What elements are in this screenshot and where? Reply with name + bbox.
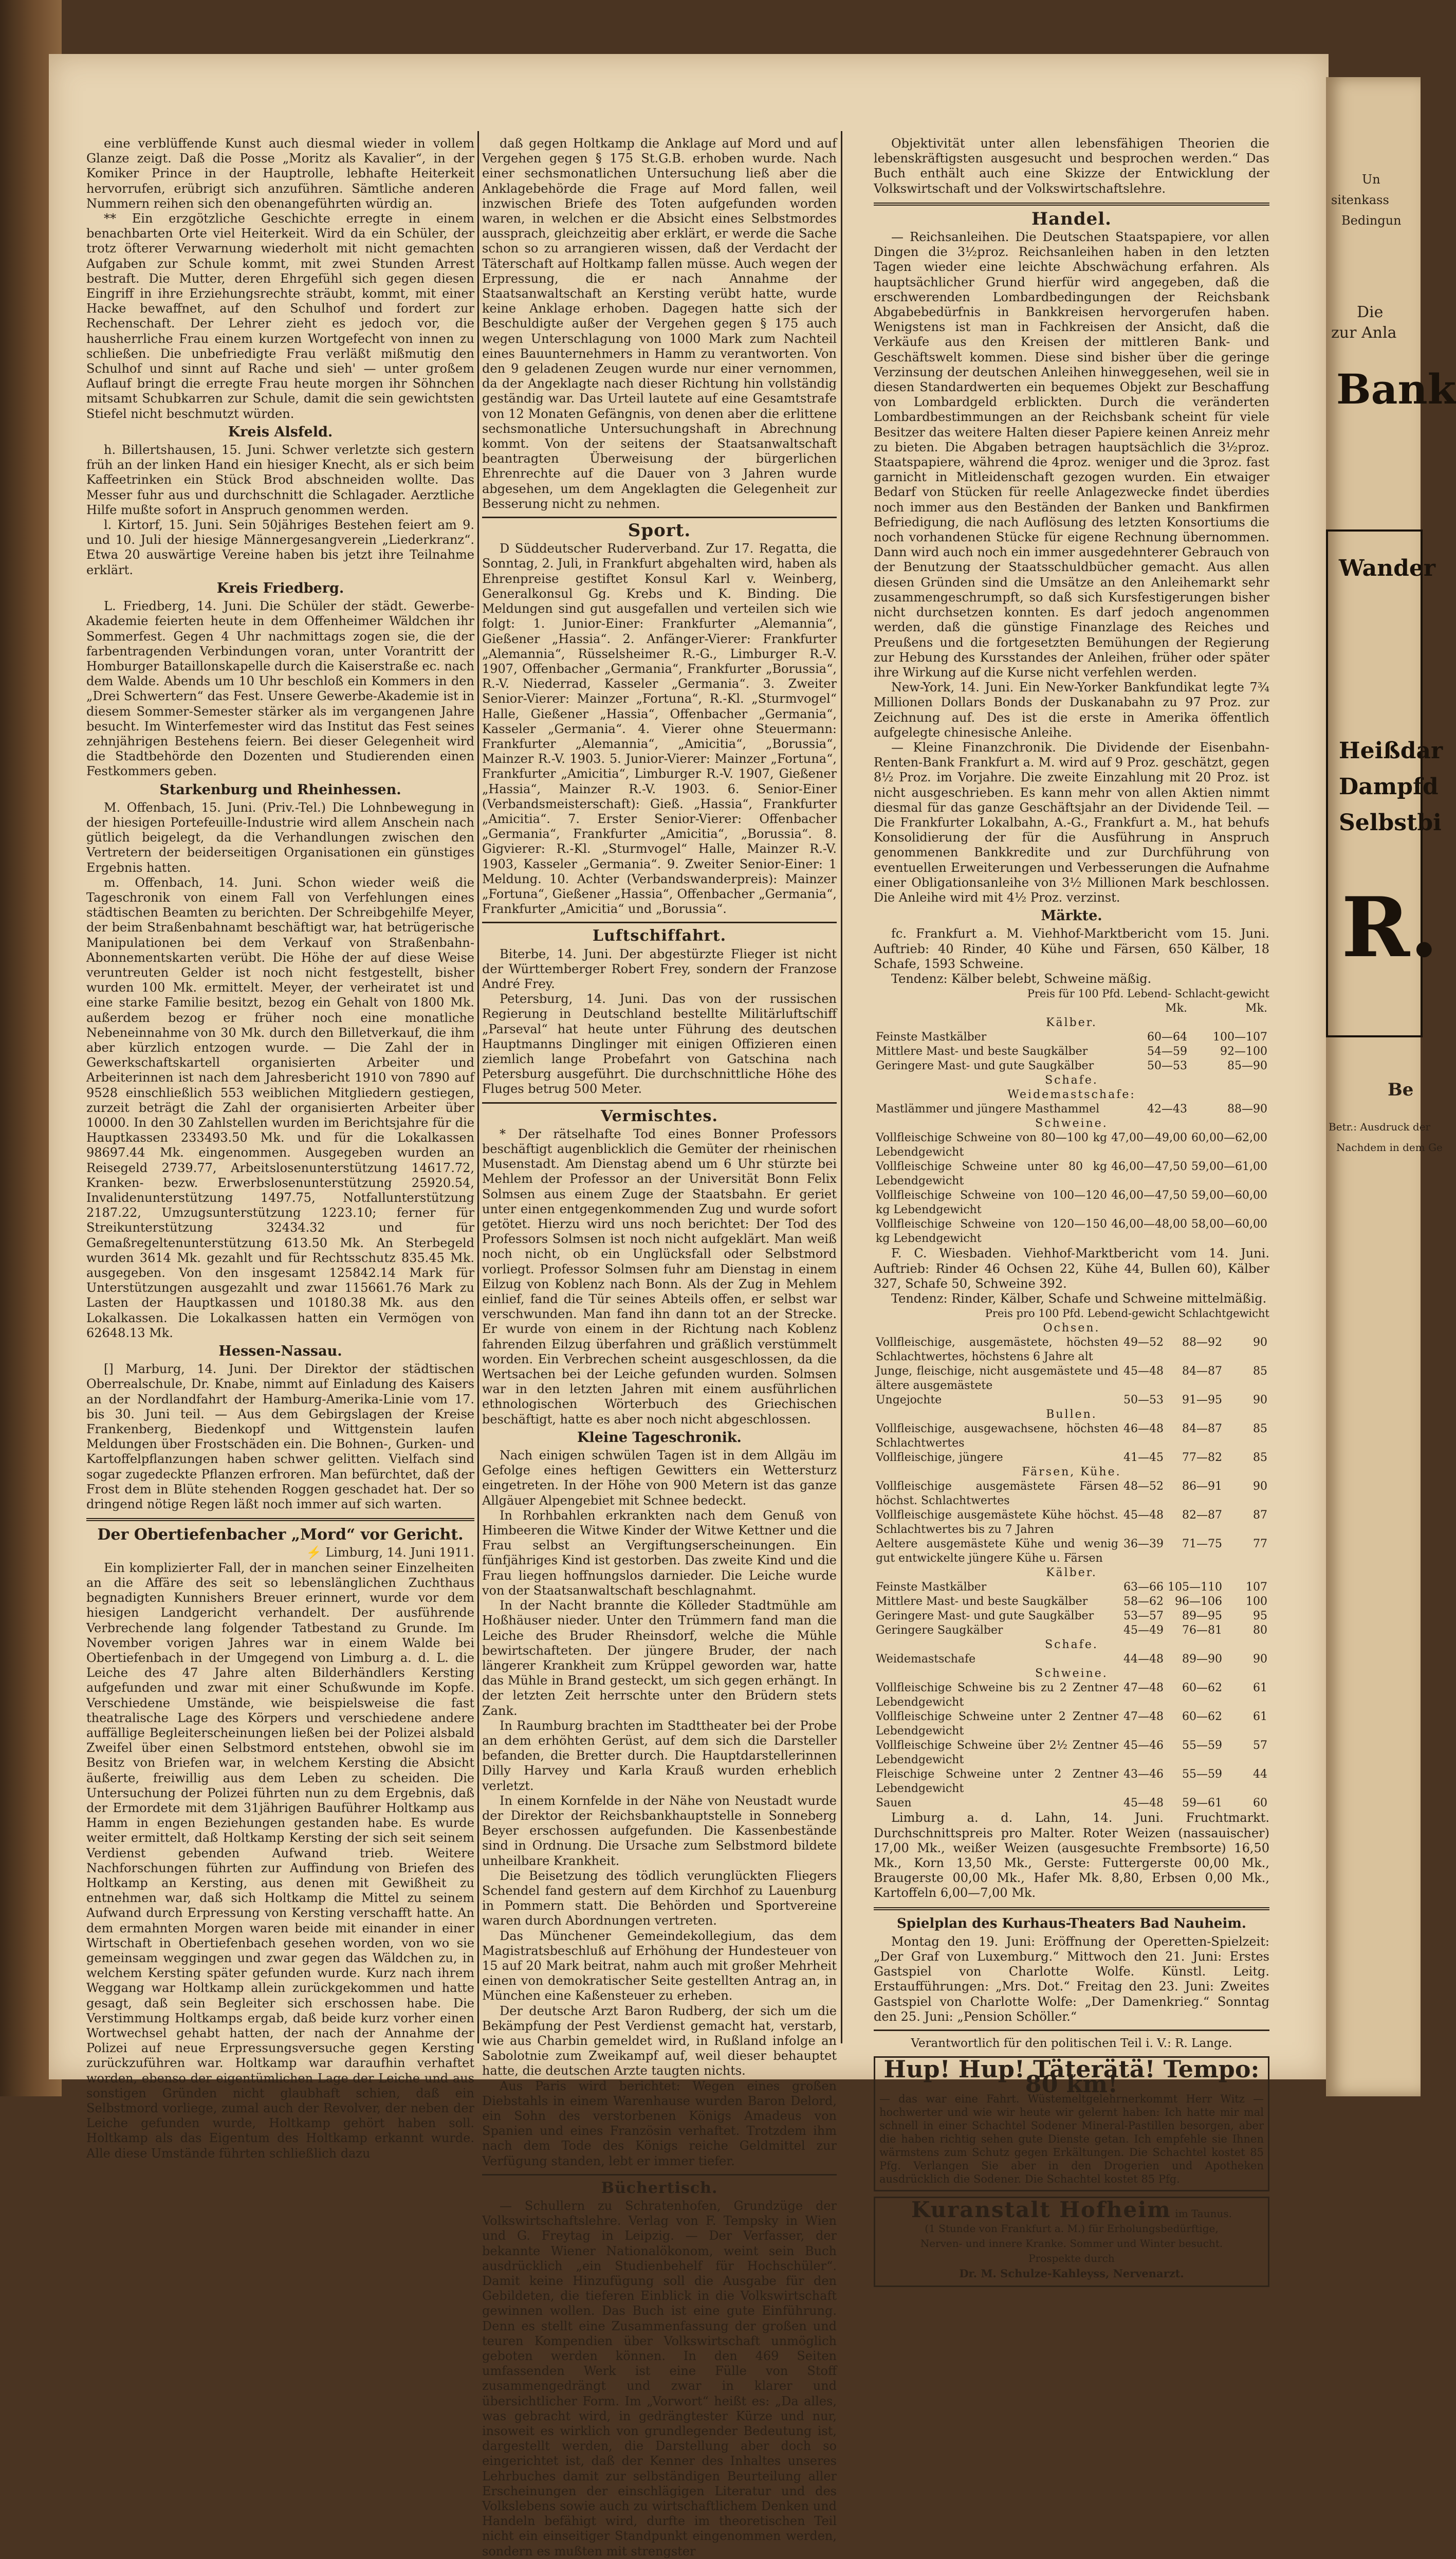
- table-row: [874, 1796, 1269, 1811]
- table-cell-label: Vollfleischige Schweine von 100—120 kg Lebendgewicht: [876, 1189, 1108, 1217]
- article-text: Der deutsche Arzt Baron Rudberg, der sich um die Bekämpfung der Pest Verdienst gemacht hat, verstarb, wie aus Charbin gemeldet wird, in Rußland infolge an Sabolotnie zum Zweikampf auf, weil dieser behauptet hatte, die deutschen Arzte taugten nichts.: [482, 2003, 837, 2078]
- table-row: [874, 1508, 1269, 1537]
- column-1: [86, 136, 474, 2161]
- section-heading: Vermischtes.: [601, 1107, 718, 1125]
- table-cell-label: Vollfleischige, ausgemästete, höchsten Schlachtwertes, höchstens 6 Jahre alt: [876, 1336, 1119, 1364]
- table-row: [874, 1710, 1269, 1739]
- table-unit: [874, 1001, 1109, 1016]
- table-cell-value: 89—95: [1182, 1610, 1222, 1623]
- table-cell-label: Geringere Mast- und gute Saugkälber: [876, 1610, 1094, 1623]
- advertisement-sodener: [874, 2056, 1269, 2191]
- table-cell-value: 45—49: [1123, 1624, 1164, 1637]
- table-cell-label: Vollfleischige Schweine unter 2 Zentner Lebendgewicht: [876, 1710, 1119, 1738]
- article-text: eine verblüffende Kunst auch diesmal wieder in vollem Glanze zeigt. Daß die Posse „Moritz als Kavalier“, in der Komiker Prince in der Hauptrolle, lebhafte Heiterkeit hervorrufen, erübrigt sich anzuführen. Sämtliche anderen Nummern reihen sich den obenangeführten würdig an.: [86, 136, 474, 211]
- table-cell-value: 100: [1246, 1595, 1267, 1608]
- table-cell-value: 90: [1253, 1394, 1267, 1407]
- table-row: [874, 1681, 1269, 1710]
- article-text: Ein komplizierter Fall, der in manchen seiner Einzelheiten an die Affäre des seit so lebenslänglichen Zuchthaus begnadigten Kunnishers Breuer erinnert, wurde vor dem hiesigen Landgericht verhandelt. Der ausführende Verbrechende lang folgender Tatbestand zu Grunde. Im November vorigen Jahres war in einem Walde bei Obertiefenbach in der Umgegend von Limburg a. d. L. die Leiche des 47 Jahre alten Bilderhändlers Kersting aufgefunden und zwar mit einer Schußwunde im Kopfe. Verschiedene Umstände, wie beispielsweise die fast theatralische Lage des Körpers und verschiedene andere auffällige Begleiterscheinungen ließen bei der Polizei alsbald Zweifel über einen Selbstmord entstehen, obwohl sie im Besitz von Briefen war, in welchem Kersting die Absicht äußerte, freiwillig aus dem Leben zu scheiden. Die Untersuchung der Polizei führten nun zu dem Ergebnis, daß der Ermordete mit dem 31jährigen Bauführer Holtkamp aus Hamm in engen Beziehungen gestanden habe. Es wurde weiter ermittelt, daß Holtkamp Kersting der sich seit seinem Verdienst gebenden Aufwand trieb. Weitere Nachforschungen führten zur Auffindung von Briefen des Holtkamp an Kersting, aus denen mit Gewißheit zu entnehmen war, daß sich Holtkamp die Mittel zu seinem Aufwand durch Erpressung von Kersting verschafft hatte. An dem ermahnten Morgen waren beide mit einander in einer Wirtschaft in Obertiefenbach gesehen worden, von wo sie gemeinsam weggingen und zwar gegen das Wäldchen zu, in welchem Kersting später gefunden wurde. Kurz nach ihrem Weggang war Holtkamp allein zurückgekommen und hatte gesagt, daß sein Begleiter sich erschossen habe. Die Verstimmung Holtkamps ergab, daß beide kurz vorher einen Wortwechsel gehabt hatten, der nach der Annahme der Polizei auf neue Erpressungsversuche gegen Kersting zurückzuführen war. Holtkamp war daraufhin verhaftet worden, ebenso der eigentümlichen Lage der Leiche und aus sonstigen Gründen nicht glaubhaft schien, daß ein Selbstmord vorliege, zumal auch der Revolver, der neben der Leiche gefunden wurde, Holtkamp gehört haben soll. Holtkamp als das Eigentum des Holtkamp erkannt wurde. Alle diese Umstände führten schließlich dazu: [86, 1560, 474, 2161]
- fragment-text: Bedingun: [1341, 213, 1402, 228]
- table-category: Schafe.: [1045, 1638, 1098, 1652]
- table-row: [874, 1336, 1269, 1364]
- article-text: Nach einigen schwülen Tagen ist in dem Allgäu im Gefolge eines heftigen Gewitters ein Wettersturz eingetreten. In der Höhe von 900 Metern ist das ganze Allgäuer Alpengebiet mit Schnee bedeckt.: [482, 1448, 837, 1508]
- table-row: [874, 1131, 1269, 1160]
- table-row: [874, 1739, 1269, 1767]
- table-cell-value: 53—57: [1123, 1610, 1164, 1623]
- column-3: [874, 136, 1269, 2292]
- section-heading: Luftschiffahrt.: [592, 927, 727, 945]
- ad-headline: Hup! Hup! Täterätä! Tempo: 80 km!: [883, 2055, 1260, 2098]
- section-heading: Sport.: [628, 520, 691, 541]
- table-cell-value: 87: [1253, 1509, 1267, 1522]
- ad-line: Dr. M. Schulze-Kahleyss, Nervenarzt.: [959, 2267, 1184, 2280]
- table-cell-label: Mittlere Mast- und beste Saugkälber: [876, 1595, 1088, 1608]
- table-row: [874, 1595, 1269, 1609]
- table-row: [874, 1767, 1269, 1796]
- fragment-ad-text: Dampfd: [1339, 774, 1439, 800]
- article-text: l. Kirtorf, 15. Juni. Sein 50jähriges Bestehen feiert am 9. und 10. Juli der hiesige Männergesangverein „Liederkranz“. Etwa 20 auswärtige Vereine haben bis jetzt ihre Teilnahme erklärt.: [86, 518, 474, 577]
- table-cell-value: 63—66: [1123, 1581, 1164, 1594]
- table-row: [874, 1160, 1269, 1189]
- table-cell-value: 48—52: [1123, 1480, 1164, 1493]
- divider: [86, 1518, 474, 1521]
- table-category: Schafe.: [1045, 1074, 1098, 1087]
- table-row: [874, 1102, 1269, 1117]
- fragment-text: Die: [1357, 303, 1384, 321]
- section-heading: Hessen-Nassau.: [218, 1343, 342, 1360]
- article-text: D Süddeutscher Ruderverband. Zur 17. Regatta, die Sonntag, 2. Juli, in Frankfurt abgehalten wird, haben als Ehrenpreise gestiftet Konsul Karl v. Weinberg, Generalkonsul Gg. Krebs und K. Binding. Die Meldungen sind gut ausgefallen und verteilen sich wie folgt: 1. Junior-Einer: Frankfurter „Alemannia“, Gießener „Hassia“. 2. Anfänger-Vierer: Frankfurter „Alemannia“, Rüsselsheimer R.-G., Limburger R.-V. 1907, Offenbacher „Germania“, Frankfurter „Borussia“, R.-V. Niederrad, Kasseler „Germania“. 3. Zweiter Senior-Vierer: Mainzer „Fortuna“, R.-Kl. „Sturmvogel“ Halle, Gießener „Hassia“, Offenbacher „Germania“, Kasseler „Germania“. 4. Vierer ohne Steuermann: Frankfurter „Alemannia“, „Amicitia“, „Borussia“, Mainzer R.-V. 1903. 5. Junior-Vierer: Mainzer „Fortuna“, Frankfurter „Amicitia“, Limburger R.-V. 1907, Gießener „Hassia“, Mainzer R.-V. 1903. 6. Senior-Einer (Verbandsmeisterschaft): Gieß. „Hassia“, Frankfurter „Amicitia“. 7. Erster Senior-Vierer: Offenbacher „Germania“, Frankfurter „Amicitia“, „Borussia“. 8. Gigvierer: R.-Kl. „Sturmvogel“ Halle, Mainzer R.-V. 1903, Kasseler „Germania“. 9. Zweiter Senior-Einer: 1 Meldung. 10. Achter (Verbandswanderpreis): Mainzer „Fortuna“, Gießener „Hassia“, Offenbacher „Germania“, Frankfurter „Amicitia“ und „Borussia“.: [482, 541, 837, 917]
- table-cell-value: 36—39: [1123, 1538, 1164, 1551]
- table-cell-value: 55—59: [1182, 1768, 1222, 1781]
- article-text: Objektivität unter allen lebensfähigen Theorien die lebenskräftigsten ausgesucht und besprochen werden.“ Das Buch enthält auch eine Skizze der Entwicklung der Volkswirtschaft und der Volkswirtschaftslehre.: [874, 136, 1269, 196]
- table-row: [874, 1217, 1269, 1246]
- table-row: [874, 1030, 1269, 1045]
- table-cell-label: Feinste Mastkälber: [876, 1031, 987, 1044]
- market-tendency: Tendenz: Rinder, Kälber, Schafe und Schweine mittelmäßig.: [891, 1291, 1267, 1306]
- divider: [874, 1907, 1269, 1910]
- table-cell-value: 45—48: [1123, 1509, 1164, 1522]
- table-cell-value: 55—59: [1182, 1739, 1222, 1752]
- table-row: [874, 1189, 1269, 1217]
- table-cell-label: Mastlämmer und jüngere Masthammel: [876, 1103, 1100, 1116]
- theater-schedule: Montag den 19. Juni: Eröffnung der Operetten-Spielzeit: „Der Graf von Luxemburg.“ Mittwoch den 21. Juni: Erstes Gastspiel von Charlotte Wolfe. Künstl. Leitg. Erstaufführungen: „Mrs. Dot.“ Freitag den 23. Juni: Zweites Gastspiel von Charlotte Wolfe: „Der Damenkrieg.“ Sonntag den 25. Juni: „Pension Schöller.“: [874, 1934, 1269, 2024]
- fragment-text: sitenkass: [1331, 193, 1389, 207]
- adjacent-page: [1326, 77, 1456, 2096]
- table-cell-value: 60—62: [1182, 1681, 1222, 1695]
- table-cell-value: 84—87: [1182, 1365, 1222, 1378]
- divider: [482, 2174, 837, 2176]
- table-cell-label: Geringere Saugkälber: [876, 1624, 1003, 1637]
- table-cell-value: 60—64: [1147, 1031, 1188, 1044]
- table-cell-value: 90: [1253, 1480, 1267, 1493]
- fragment-text: Nachdem in dem Ge: [1336, 1141, 1443, 1154]
- divider: [874, 203, 1269, 206]
- table-category: Bullen.: [1046, 1408, 1097, 1421]
- table-cell-value: 107: [1246, 1581, 1267, 1594]
- table-cell-label: Vollfleischige Schweine von 80—100 kg Lebendgewicht: [876, 1131, 1108, 1159]
- table-cell-value: 60: [1253, 1797, 1267, 1810]
- table-category: Ochsen.: [1043, 1322, 1100, 1335]
- article-text: Das Münchener Gemeindekollegium, das dem Magistratsbeschluß auf Erhöhung der Hundesteuer von 15 auf 20 Mark beitrat, nahm auch mit großer Mehrheit einen von demokratischer Seite gestellten Antrag an, in München eine Kaßensteuer zu erheben.: [482, 1928, 837, 2003]
- table-cell-label: Mittlere Mast- und beste Saugkälber: [876, 1045, 1088, 1058]
- table-cell-value: 46,00—47,50: [1111, 1160, 1188, 1174]
- price-table-frankfurt: [874, 1001, 1269, 1246]
- table-row: [874, 1045, 1269, 1059]
- table-cell-value: 44: [1253, 1768, 1267, 1781]
- article-text: Petersburg, 14. Juni. Das von der russischen Regierung in Deutschland bestellte Militärluftschiff „Parseval“ hat heute unter Führung des deutschen Hauptmanns Dinglinger mit einigen Offizieren einen ziemlich lange Probefahrt von Gatschina nach Petersburg ausgeführt. Die durchschnittliche Höhe des Fluges betrug 500 Meter.: [482, 992, 837, 1096]
- table-cell-value: 44—48: [1123, 1653, 1164, 1666]
- column-2: [482, 136, 837, 2559]
- table-row: [874, 1623, 1269, 1638]
- fragment-ad-text: Selbstbi: [1339, 810, 1442, 836]
- table-cell-value: 85—90: [1227, 1059, 1267, 1073]
- table-cell-value: 71—75: [1182, 1538, 1222, 1551]
- table-category: Kälber.: [1046, 1016, 1097, 1030]
- market-report: F. C. Wiesbaden. Viehhof-Marktbericht vom 14. Juni. Auftrieb: Rinder 46 Ochsen 22, Kühe 44, Bullen 60), Kälber 327, Schafe 50, Schweine 392.: [874, 1246, 1269, 1291]
- table-cell-value: 50—53: [1147, 1059, 1188, 1073]
- advertisement-kuranstalt: [874, 2197, 1269, 2287]
- table-unit: Mk.: [1165, 1002, 1188, 1015]
- divider: [482, 517, 837, 518]
- table-cell-value: 46—48: [1123, 1422, 1164, 1436]
- table-cell-value: 46,00—47,50: [1111, 1189, 1188, 1202]
- price-table-wiesbaden: [874, 1321, 1269, 1811]
- article-text: Aus Paris wird berichtet: Wegen eines großen Diebstahls in einem Warenhause wurden Baron Delord, ein Sohn des verstorbenen Königs Amadeus von Spanien und eines Französin verhaftet. Trotzdem ihm nach dem Tode des Königs reiche Geldmittel zur Verfügung standen, lebt er immer tiefer.: [482, 2078, 837, 2168]
- table-row: [874, 1580, 1269, 1595]
- table-category: Schweine.: [1035, 1667, 1108, 1680]
- table-cell-value: 76—81: [1182, 1624, 1222, 1637]
- article-text: Biterbe, 14. Juni. Der abgestürzte Flieger ist nicht der Württemberger Robert Frey, sondern der Franzose André Frey.: [482, 946, 837, 991]
- table-cell-value: 85: [1253, 1422, 1267, 1436]
- table-cell-label: Vollfleischige, jüngere: [876, 1451, 1003, 1465]
- table-cell-value: 47,00—49,00: [1111, 1131, 1188, 1145]
- table-cell-label: Junge, fleischige, nicht ausgemästete und ältere ausgemästete: [876, 1365, 1119, 1393]
- table-cell-value: 45—48: [1123, 1797, 1164, 1810]
- section-heading: Starkenburg und Rheinhessen.: [159, 781, 401, 798]
- article-text: — Reichsanleihen. Die Deutschen Staatspapiere, vor allen Dingen die 3½proz. Reichsanleihen haben in den letzten Tagen wieder eine leichte Abschwächung erfahren. Als hauptsächlicher Grund hierfür wird angegeben, daß die erschwerenden Lombardbedingungen der Reichsbank Abgabebedürfnis in Bankkreisen hervorgerufen haben. Wenigstens ist man in Fachkreisen der Ansicht, daß die Verkäufe aus den Kreisen der mittleren Bank- und Geschäftswelt kommen. Diese sind bisher über die geringe Verzinsung der deutschen Anleihen hinweggesehen, weil sie in diesen Standardwerten ein bequemes Objekt zur Beschaffung von Lombardgeld erblickten. Durch die veränderten Lombardbestimmungen an der Reichsbank scheint für viele Besitzer das weitere Halten dieser Papiere keinen Anreiz mehr zu bieten. Die Abgaben betragen hauptsächlich die 3½proz. Staatspapiere, während die 4proz. weniger und die 3proz. fast garnicht in Mitleidenschaft gezogen wurden. Ein etwaiger Bedarf von Stücken für reelle Anlagezwecke findet überdies noch immer aus den Beständen der Banken und Bankfirmen Befriedigung, die nach Auflösung des letzten Konsortiums die noch vorhandenen Stücke für eigene Rechnung übernommen. Dann wird auch noch ein immer ausgedehnterer Gebrauch von der Benutzung der Staatsschuldbücher gemacht. Aus allen diesen Gründen sind die Umsätze an den Anleihemarkt sehr zusammengeschrumpft, so daß sich Kursfestigerungen bisher nicht durchsetzen konnten. Es darf jedoch angenommen werden, daß die günstige Finanzlage des Reiches und Preußens und die fortgesetzten Bemühungen der Regierung zur Hebung des Kursstandes der Anleihen, früher oder später ihre Wirkung auf die Kurse nicht verfehlen werden.: [874, 230, 1269, 680]
- section-heading: Kleine Tageschronik.: [577, 1429, 742, 1446]
- fragment-ad-text: R.: [1341, 879, 1439, 976]
- fragment-text: zur Anla: [1331, 324, 1397, 342]
- table-cell-value: 59,00—61,00: [1191, 1160, 1267, 1174]
- section-heading: Kreis Friedberg.: [216, 580, 344, 596]
- article-headline: Der Obertiefenbacher „Mord“ vor Gericht.: [97, 1526, 464, 1544]
- ad-headline: Kuranstalt Hofheim: [911, 2197, 1171, 2222]
- section-heading: Handel.: [1031, 208, 1112, 229]
- table-cell-value: 96—106: [1175, 1595, 1222, 1608]
- section-heading: Kreis Alsfeld.: [228, 424, 333, 440]
- table-cell-value: 92—100: [1220, 1045, 1267, 1058]
- table-cell-value: 84—87: [1182, 1422, 1222, 1436]
- article-text: In Raumburg brachten im Stadttheater bei der Probe an dem erhöhten Gerüst, auf dem sich die Darsteller befanden, die Bretter durch. Die Hauptdarstellerinnen Dilly Harvey und Karla Krauß wurden erheblich verletzt.: [482, 1718, 837, 1793]
- table-cell-value: 88—90: [1227, 1103, 1267, 1116]
- table-cell-value: 100—107: [1213, 1031, 1267, 1044]
- table-row: [874, 1609, 1269, 1623]
- article-text: * Der rätselhafte Tod eines Bonner Professors beschäftigt augenblicklich die Gemüter der rheinischen Musenstadt. Am Dienstag abend um 6 Uhr stürzte bei Mehlem der Professor an der Universität Bonn Felix Solmsen aus einem Zuge der Staatsbahn. Er geriet unter einen entgegenkommenden Zug und wurde sofort getötet. Hierzu wird uns noch berichtet: Der Tod des Professors Solmsen ist noch nicht aufgeklärt. Man weiß noch nicht, ob ein Unglücksfall oder Selbstmord vorliegt. Professor Solmsen fuhr am Dienstag in einem Eilzug von Koblenz nach Bonn. Als der Zug in Mehlem einlief, fand die Tür seines Abteils offen, er selbst war verschwunden. Man fand ihn dann tot an der Strecke. Er wurde von einem in der Richtung nach Koblenz fahrenden Eilzug überfahren und gräßlich verstümmelt worden. Ein Verbrechen scheint ausgeschlossen, da die Wertsachen bei der Leiche gefunden wurden. Solmsen war in den letzten Jahren mit einem ausführlichen ethnologischen Wörterbuch des Griechischen beschäftigt, hatte es aber noch nicht abgeschlossen.: [482, 1126, 837, 1427]
- table-cell-label: Vollfleischige, ausgewachsene, höchsten Schlachtwertes: [876, 1422, 1119, 1450]
- column-rule: [841, 131, 842, 2043]
- table-cell-label: Vollfleischige ausgemästete Kühe höchst. Schlachtwertes bis zu 7 Jahren: [876, 1509, 1119, 1537]
- table-cell-value: 45—48: [1123, 1365, 1164, 1378]
- table-cell-value: 43—46: [1123, 1768, 1164, 1781]
- table-row: [874, 1537, 1269, 1566]
- table-cell-value: 61: [1253, 1681, 1267, 1695]
- table-cell-value: 47—48: [1123, 1710, 1164, 1724]
- table-cell-value: 88—92: [1182, 1336, 1222, 1349]
- table-row: [874, 1364, 1269, 1393]
- table-cell-label: Aeltere ausgemästete Kühe und wenig gut entwickelte jüngere Kühe u. Färsen: [876, 1538, 1119, 1565]
- table-cell-label: Vollfleischige ausgemästete Färsen höchst. Schlachtwertes: [876, 1480, 1119, 1508]
- table-row: [874, 1393, 1269, 1408]
- market-tendency: Tendenz: Kälber belebt, Schweine mäßig.: [891, 971, 1152, 986]
- table-cell-value: 77: [1253, 1538, 1267, 1551]
- article-text: m. Offenbach, 14. Juni. Schon wieder weiß die Tageschronik von einem Fall von Verfehlungen eines städtischen Beamten zu berichten. Der Schreibgehilfe Meyer, der beim Straßenbahnamt beschäftigt war, hat betrügerische Manipulationen bei dem Verkauf von Straßenbahn-Abonnementskarten verübt. Die Höhe der auf diese Weise veruntreuten Gelder ist noch nicht festgestellt, bisher wurden 100 Mk. ermittelt. Meyer, der verheiratet ist und eine starke Familie besitzt, bezog ein Gehalt von 1800 Mk. außerdem bezog er früher noch eine monatliche Nebeneinnahme von 30 Mk. durch den Billetverkauf, die ihm aber kürzlich entzogen wurde. — Die Zahl der in Gewerkschaftskartell organisierten Arbeiter und Arbeiterinnen ist nach dem Jahresbericht 1910 von 7890 auf 9528 einschließlich 553 weiblichen Mitgliedern gestiegen, zurzeit beträgt die Zahl der organisierten Arbeiter über 10000. In den 30 Zahlstellen wurden im Berichtsjahre für die Hauptkassen 233493.50 Mk. und für die Lokalkassen 98697.44 Mk. eingenommen. Ausgegeben wurden an Reisegeld 2739.77, Arbeitslosenunterstützung 14617.72, Kranken- bezw. Erwerbslosenunterstützung 25920.54, Invalidenunterstützung 1497.75, Notfallunterstützung 2187.22, Umzugsunterstützung 1223.10; ferner für Streikunterstützung 32434.32 und für Gemaßregeltenunterstützung 613.50 Mk. An Sterbegeld wurden 3614 Mk. gezahlt und für Rechtsschutz 835.45 Mk. ausgegeben. Von den insgesamt 125842.14 Mark für Unterstützungen ausgezahlt und zwar 115661.76 Mark zu Lasten der Hauptkassen und 10180.38 Mk. aus den Lokalkassen. Die Lokalkassen hatten ein Vermögen von 62648.13 Mk.: [86, 875, 474, 1340]
- article-text: M. Offenbach, 15. Juni. (Priv.-Tel.) Die Lohnbewegung in der hiesigen Portefeuille-Industrie wird allem Anschein nach gütlich beigelegt, da die Verhandlungen zwischen den Vertretern der beiderseitigen Organisationen ein günstiges Ergebnis hatten.: [86, 800, 474, 875]
- article-text: daß gegen Holtkamp die Anklage auf Mord und auf Vergehen gegen § 175 St.G.B. erhoben wurde. Nach einer sechsmonatlichen Untersuchung ließ aber die Anklagebehörde die Frage auf Mord fallen, weil inzwischen Briefe des Toten aufgefunden worden waren, in welchen er die Absicht eines Selbstmordes aussprach, gleichzeitig aber erklärt, er werde die Sache schon so zu arrangieren wissen, daß der Verdacht der Täterschaft auf Holtkamp fallen müsse. Auch wegen der Erpressung, die er nach Annahme der Staatsanwaltschaft an Kersting verübt hatte, wurde keine Anklage erhoben. Dagegen hatte sich der Beschuldigte außer der Vergehen gegen § 175 auch wegen Unterschlagung von 1000 Mark zum Nachteil eines Bauunternehmers in Hamm zu verantworten. Von den 9 geladenen Zeugen wurde nur einer vernommen, da der Angeklagte nach dieser Richtung hin vollständig geständig war. Das Urteil lautete auf eine Gesamtstrafe von 12 Monaten Gefängnis, von denen aber die erlittene sechsmonatliche Untersuchungshaft in Abrechnung kommt. Von der seitens der Staatsanwaltschaft beantragten Überweisung der bürgerlichen Ehrenrechte auf die Dauer von 3 Jahren wurde abgesehen, um dem Angeklagten die Gelegenheit zur Besserung nicht zu nehmen.: [482, 136, 837, 511]
- table-category: Weidemastschafe:: [1007, 1088, 1136, 1102]
- divider: [482, 922, 837, 923]
- table-cell-value: 77—82: [1182, 1451, 1222, 1465]
- table-cell-value: 85: [1253, 1451, 1267, 1465]
- column-rule: [477, 131, 479, 2043]
- table-cell-label: Vollfleischige Schweine unter 80 kg Lebendgewicht: [876, 1160, 1108, 1188]
- table-cell-value: 46,00—48,00: [1111, 1218, 1188, 1231]
- article-text: h. Billertshausen, 15. Juni. Schwer verletzte sich gestern früh an der linken Hand ein hiesiger Knecht, als er sich beim Kaffeetrinken ein Stück Brod abschneiden wollte. Das Messer fuhr aus und durchschnitt die Schlagader. Aerztliche Hilfe mußte sofort in Anspruch genommen werden.: [86, 443, 474, 517]
- price-header: Preis für 100 Pfd. Lebend- Schlacht-gewicht: [1027, 988, 1269, 1000]
- table-cell-value: 45—46: [1123, 1739, 1164, 1752]
- fragment-ad-text: Heißdar: [1339, 738, 1443, 764]
- article-text: In einem Kornfelde in der Nähe von Neustadt wurde der Direktor der Reichsbankhauptstelle in Sonneberg Beyer erschossen aufgefunden. Die Kassenbestände sind in Ordnung. Die Ursache zum Selbstmord bildete unheilbare Krankheit.: [482, 1793, 837, 1868]
- table-cell-label: Feinste Mastkälber: [876, 1581, 987, 1594]
- divider: [482, 1102, 837, 1104]
- table-cell-value: 89—90: [1182, 1653, 1222, 1666]
- table-cell-label: Weidemastschafe: [876, 1653, 976, 1666]
- article-text: — Schullern zu Schratenhofen, Grundzüge der Volkswirtschaftslehre. Verlag von F. Tempsky in Wien und G. Freytag in Leipzig. — Der Verfasser, der bekannte Wiener Nationalökonom, weint sein Buch ausdrücklich „ein Studienbehelf für Hochschüler“. Damit keine Hinzufügung soll die Ausgabe für den Gebildeten, die tieferen Einblick in die Volkswirtschaft gewinnen wollen. Das Buch ist eine gute Einführung. Denn es stellt eine Zusammenfassung der großen und teuren Kompendien über Volkswirtschaft unmöglich geboten werden können. In den 469 Seiten umfassenden Werk ist eine Fülle von Stoff zusammengedrängt und zwar in klarer und übersichtlicher Form. Im „Vorwort“ heißt es: „Da alles, was gebracht wird, in gedrängtester Kürze und nur, insoweit es wirklich von grundlegender Bedeutung ist, dargestellt werden, die Darstellung aber doch so eingerichtet ist, daß der Kenner des Inhaltes unseres Lehrbuches damit zur selbständigen Beurteilung aller Erscheinungen der einschlägigen Literatur und des Volkslebens sowie auch zu wirtschaftlichem Denken und Handeln befähigt wird, durfte im theoretischen Teil nicht ein einseitiger Standpunkt eingenommen werden, sondern es mußten mit strengster: [482, 2199, 837, 2558]
- table-cell-label: Vollfleischige Schweine bis zu 2 Zentner Lebendgewicht: [876, 1681, 1119, 1709]
- table-cell-value: 42—43: [1147, 1103, 1188, 1116]
- article-text: — Kleine Finanzchronik. Die Dividende der Eisenbahn-Renten-Bank Frankfurt a. M. wird auf 9 Proz. geschätzt, gegen 8½ Proz. im Vorjahre. Die zweite Einzahlung mit 20 Proz. ist nicht ausgeschrieben. Es kann mehr von allen Aktien nimmt diesmal für das ganze Geschäftsjahr an der Dividende Teil. — Die Frankfurter Lokalbahn, A.-G., Frankfurt a. M., hat behufs Konsolidierung der für die Ausführung in Anspruch genommenen Bankkredite und zur Durchführung von eventuellen Erweiterungen und Verbesserungen die Aufnahme einer Obligationsanleihe von 3½ Millionen Mark beschlossen. Die Anleihe wird mit 4½ Proz. verzinst.: [874, 740, 1269, 905]
- article-text: ** Ein erzgötzliche Geschichte erregte in einem benachbarten Orte viel Heiterkeit. Wird da ein Schüler, der trotz öfterer Verwarnung wiederholt mit nicht gemachten Aufgaben zur Schule kommt, mit zwei Stunden Arrest bestraft. Die Mutter, deren Ehrgefühl sich gegen diesen Eingriff in ihre Erziehungsrechte sträubt, kommt, mit einer Hacke bewaffnet, auf den Schulhof und fordert zur Rechenschaft. Der Lehrer zieht es jedoch vor, die hausherrliche Frau einem kurzen Wortgefecht von innen zu schließen. Die unbefriedigte Frau verläßt mißmutig den Schulhof und sinnt auf Rache und sieh' — unter großem Auflauf bringt die erregte Frau heute morgen ihr Söhnchen mitsamt Schubkarren zur Schule, damit die sein gewichtsten Stiefel nicht beschmutzt würden.: [86, 211, 474, 421]
- table-cell-label: Sauen: [876, 1797, 912, 1810]
- table-category: Schweine.: [1035, 1117, 1108, 1130]
- table-cell-value: 90: [1253, 1336, 1267, 1349]
- table-cell-value: 60,00—62,00: [1191, 1131, 1267, 1145]
- table-cell-value: 59,00—60,00: [1191, 1189, 1267, 1202]
- article-text: Die Beisetzung des tödlich verunglückten Fliegers Schendel fand gestern auf dem Kirchhof zu Lauenburg in Pommern statt. Die Behörden und Sportvereine waren durch Abordnungen vertreten.: [482, 1868, 837, 1928]
- article-text: [] Marburg, 14. Juni. Der Direktor der städtischen Oberrealschule, Dr. Knabe, nimmt auf Einladung des Kaisers an der Nordlandfahrt der Hamburg-Amerika-Linie vom 17. bis 30. Juni teil. — Aus dem Gebirgslagen der Kreise Frankenberg, Biedenkopf und Wittgenstein laufen Meldungen über Frostschäden ein. Die Bohnen-, Gurken- und Kartoffelpflanzungen haben schwer gelitten. Vielfach sind sogar zugedeckte Pflanzen erfroren. Man befürchtet, daß der Frost dem in Blüte stehenden Roggen geschadet hat. Der so dringend nötige Regen läßt noch immer auf sich warten.: [86, 1362, 474, 1512]
- fragment-text: Betr.: Ausdruck der: [1329, 1121, 1431, 1133]
- table-cell-value: 91—95: [1182, 1394, 1222, 1407]
- ad-line: Nerven- und innere Kranke. Sommer und Winter besucht.: [920, 2237, 1223, 2250]
- table-unit: Mk.: [1245, 1002, 1267, 1015]
- table-row: [874, 1479, 1269, 1508]
- table-cell-value: 41—45: [1123, 1451, 1164, 1465]
- table-cell-value: 82—87: [1182, 1509, 1222, 1522]
- fragment-ad-text: Wander: [1339, 555, 1436, 581]
- table-cell-value: 95: [1253, 1610, 1267, 1623]
- table-cell-value: 90: [1253, 1653, 1267, 1666]
- article-text: In der Nacht brannte die Kölleder Stadtmühle am Hoßhäuser nieder. Unter den Trümmern fand man die Leiche des Bruder Rheinsdorf, welche die Mühle bewirtschafteten. Der jüngere Bruder, der nach längerer Krankheit zum Krüppel geworden war, hatte das Mühle in Brand gesteckt, um sich gegen erhängt. In der letzten Zeit herrschte unter den Brüdern stets Zank.: [482, 1598, 837, 1718]
- table-category: Kälber.: [1046, 1566, 1097, 1580]
- fragment-text: Be: [1388, 1080, 1414, 1100]
- table-cell-label: Fleischige Schweine unter 2 Zentner Lebendgewicht: [876, 1768, 1119, 1796]
- table-cell-value: 58,00—60,00: [1191, 1218, 1267, 1231]
- fragment-text: Un: [1362, 172, 1380, 187]
- article-text: In Rorhbahlen erkrankten nach dem Genuß von Himbeeren die Witwe Kinder der Witwe Kettner und die Frau selbst an Vergiftungserscheinungen. Ein fünfjähriges Kind ist gestorben. Das zweite Kind und die Frau liegen hoffnungslos darnieder. Die Leiche wurde von der Staatsanwaltschaft beschlagnahmt.: [482, 1508, 837, 1598]
- editor-note: Verantwortlich für den politischen Teil i. V.: R. Lange.: [911, 2037, 1232, 2051]
- ad-subline: im Taunus.: [1175, 2207, 1232, 2220]
- article-text: L. Friedberg, 14. Juni. Die Schüler der städt. Gewerbe-Akademie feierten heute in dem Offenheimer Wäldchen ihr Sommerfest. Gegen 4 Uhr nachmittags zogen sie, die der farbentragenden Verbindungen voran, unter Vorantritt der Homburger Bataillonskapelle durch die Kaiserstraße ec. nach dem Walde. Abends um 10 Uhr beschloß ein Kommers in den „Drei Schwertern“ das Fest. Unsere Gewerbe-Akademie ist in diesem Sommer-Semester stärker als im vergangenen Jahre besucht. Im Winterfemester wird das Institut das Fest seines zehnjährigen Bestehens feiern. Bei dieser Gelegenheit wird die Stadtbehörde den Dozenten und Studierenden einen Festkommers geben.: [86, 599, 474, 779]
- divider: [874, 2030, 1269, 2031]
- table-row: [874, 1422, 1269, 1451]
- price-header: Preis pro 100 Pfd. Lebend-gewicht Schlachtgewicht: [985, 1307, 1269, 1320]
- table-row: [874, 1059, 1269, 1073]
- table-cell-value: 80: [1253, 1624, 1267, 1637]
- ad-body: — das war eine Fahrt. Wüstemeltgelehrnerkommt Herr Witz — hochwerter und wie wir heute wir gelernt haben: Ich hatte mir mal schnell in einer Schachtel Sodener Mineral-Pastillen besorgen, aber die haben richtig sehen gute Dienste getan. Ich empfehle sie Ihnen wärmstens zum Schutz gegen Erkältungen. Die Schachtel kostet 85 Pfg. Verlangen Sie aber in den Drogerien und Apotheken ausdrücklich die Sodener. Die Schachtel kostet 85 Pfg.: [879, 2092, 1264, 2185]
- market-report: fc. Frankfurt a. M. Viehhof-Marktbericht vom 15. Juni. Auftrieb: 40 Rinder, 40 Kühe und Färsen, 650 Kälber, 18 Schafe, 1593 Schweine.: [874, 926, 1269, 971]
- table-cell-value: 105—110: [1168, 1581, 1222, 1594]
- fragment-headline: Bank: [1336, 365, 1456, 413]
- article-text: New-York, 14. Juni. Ein New-Yorker Bankfundikat legte 7¾ Millionen Dollars Bonds der Duskanabahn zu 97 Proz. zur Zeichnung auf. Des ist die erste in Amerika öffentlich aufgelegte chinesische Anleihe.: [874, 680, 1269, 740]
- section-heading: Büchertisch.: [601, 2179, 718, 2197]
- table-cell-value: 57: [1253, 1739, 1267, 1752]
- table-cell-value: 86—91: [1182, 1480, 1222, 1493]
- dateline: ⚡ Limburg, 14. Juni 1911.: [306, 1545, 474, 1560]
- table-cell-value: 58—62: [1123, 1595, 1164, 1608]
- table-cell-value: 49—52: [1123, 1336, 1164, 1349]
- table-cell-label: Geringere Mast- und gute Saugkälber: [876, 1059, 1094, 1073]
- table-cell-value: 85: [1253, 1365, 1267, 1378]
- table-cell-value: 50—53: [1123, 1394, 1164, 1407]
- table-cell-value: 59—61: [1182, 1797, 1222, 1810]
- ad-line: (1 Stunde von Frankfurt a. M.) für Erholungsbedürftige,: [925, 2222, 1219, 2235]
- table-cell-value: 47—48: [1123, 1681, 1164, 1695]
- table-category: Färsen, Kühe.: [1022, 1466, 1121, 1479]
- market-report: Limburg a. d. Lahn, 14. Juni. Fruchtmarkt. Durchschnittspreis pro Malter. Roter Weizen (nassauischer) 17,00 Mk., weißer Weizen (ausgesuchte Frembsorte) 16,50 Mk., Korn 13,50 Mk., Gerste: Futtergerste 00,00 Mk., Braugerste 00,00 Mk., Hafer Mk. 8,80, Erbsen 0,00 Mk., Kartoffeln 6,00—7,00 Mk.: [874, 1811, 1269, 1900]
- table-row: [874, 1451, 1269, 1465]
- table-cell-value: 60—62: [1182, 1710, 1222, 1724]
- table-cell-value: 54—59: [1147, 1045, 1188, 1058]
- table-cell-label: Vollfleischige Schweine von 120—150 kg Lebendgewicht: [876, 1218, 1108, 1246]
- table-cell-label: Ungejochte: [876, 1394, 942, 1407]
- table-row: [874, 1652, 1269, 1667]
- section-heading: Märkte.: [1041, 908, 1102, 924]
- table-cell-value: 61: [1253, 1710, 1267, 1724]
- table-cell-label: Vollfleischige Schweine über 2½ Zentner Lebendgewicht: [876, 1739, 1119, 1767]
- ad-line: Prospekte durch: [1028, 2252, 1115, 2265]
- section-heading: Spielplan des Kurhaus-Theaters Bad Nauheim.: [897, 1915, 1246, 1931]
